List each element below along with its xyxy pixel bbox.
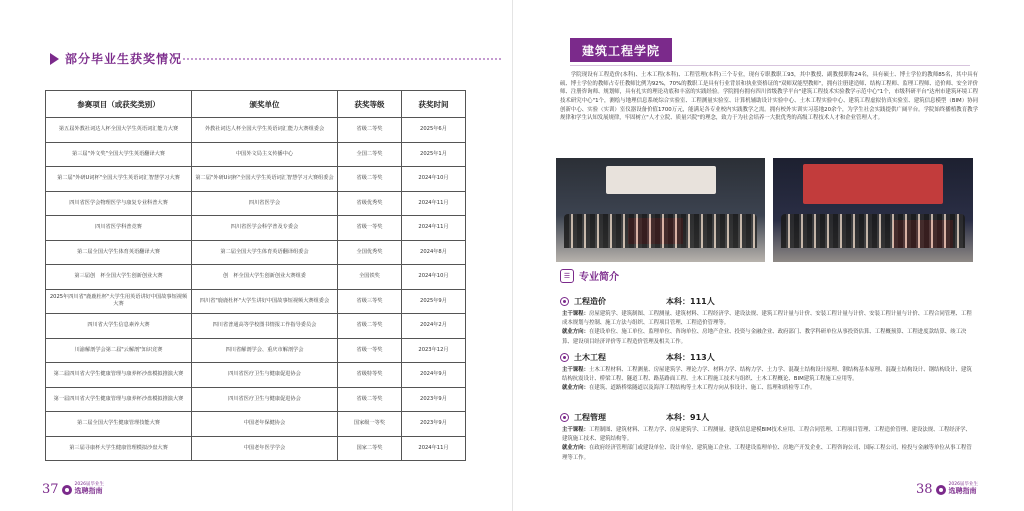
page-number: 37 xyxy=(42,482,59,497)
cell-level: 全国优秀奖 xyxy=(338,240,402,265)
bullet-icon xyxy=(560,297,569,306)
cell-level: 国家级一等奖 xyxy=(338,412,402,437)
jobs-text: 在建设单位、施工单位、监理单位、咨询单位、房地产企业、投资与金融企业、政府部门、教学科研单位从事投资估算、工程概预算、工程进度款结算、竣工决算、建设项目经济评价等工程造价管理及相关工作。 xyxy=(562,329,967,345)
cell-level: 省级二等奖 xyxy=(338,118,402,143)
cell-project: 四川省医学科普竞赛 xyxy=(46,216,192,241)
group-of-people xyxy=(781,214,965,248)
bullet-icon xyxy=(560,413,569,422)
cell-project: 第二届全国大学生健康管理技能大赛 xyxy=(46,412,192,437)
college-divider xyxy=(570,65,970,66)
group-of-people xyxy=(564,214,757,248)
cell-date: 2025年1月 xyxy=(402,142,466,167)
major-block xyxy=(560,295,975,347)
cell-level: 省级二等奖 xyxy=(338,387,402,412)
cell-issuer: 四川省医学会科学普及专委会 xyxy=(192,216,338,241)
cell-issuer: 中国老年医学学会 xyxy=(192,436,338,461)
table-row xyxy=(46,118,466,143)
left-footer xyxy=(42,482,104,497)
cell-date: 2024年11月 xyxy=(402,436,466,461)
table-row xyxy=(46,289,466,314)
cell-level: 省级一等奖 xyxy=(338,338,402,363)
table-row xyxy=(46,412,466,437)
cell-issuer: 四川省医疗卫生与健康促进协会 xyxy=(192,363,338,388)
team-photo-left xyxy=(556,158,765,262)
header-date: 获奖时间 xyxy=(402,91,466,118)
cell-date: 2024年10月 xyxy=(402,265,466,290)
cell-date: 2024年2月 xyxy=(402,314,466,339)
major-section-header xyxy=(560,268,619,283)
cell-project: 第二届全国大学生体育英语翻译大赛 xyxy=(46,240,192,265)
cell-project: 四川省大学生信息素养大赛 xyxy=(46,314,192,339)
bullet-icon xyxy=(560,353,569,362)
major-section-title: 专业简介 xyxy=(579,272,619,283)
cell-date: 2023年12月 xyxy=(402,338,466,363)
backdrop-banner xyxy=(606,166,716,194)
cell-issuer: 第二届"外研U词杯"全国大学生英语词汇智慧学习大赛组委会 xyxy=(192,167,338,192)
school-logo-icon xyxy=(936,485,946,495)
courses-text: 工程制图、建筑材料、工程力学、房屋建筑学、工程测量、建筑信息建模BIM技术应用、工程合同管理、工程项目管理、工程造价管理、建设法规、工程经济学、建筑施工技术、建筑结构等。 xyxy=(562,427,971,443)
cell-level: 省级二等奖 xyxy=(338,167,402,192)
cell-issuer: 四川省医学会 xyxy=(192,191,338,216)
header-level: 获奖等级 xyxy=(338,91,402,118)
cell-date: 2023年9月 xyxy=(402,412,466,437)
cell-issuer: 创 杯全国大学生创新创业大赛组委 xyxy=(192,265,338,290)
table-row xyxy=(46,363,466,388)
footer-subtitle: 2026届毕业生 xyxy=(74,482,104,488)
cell-level: 省级三等奖 xyxy=(338,289,402,314)
cell-level: 省级特等奖 xyxy=(338,363,402,388)
major-block xyxy=(560,411,975,463)
cell-date: 2025年9月 xyxy=(402,289,466,314)
stage-screen xyxy=(803,164,943,204)
footer-subtitle: 2026届毕业生 xyxy=(948,482,978,488)
triangle-icon xyxy=(50,53,59,65)
college-intro: 学院现设有工程造价(本科)、土木工程(本科)、工程管理(本科)三个专业，现有专职教职工93，其中教授、副教授职称24名，具有硕士、博士学位的教师85名，其中具有硕、博士学位的教师占专任教师比例为92%，70%的教职工是具有行业背景和执业资格证的"双师双能型教师"，拥有注册建造师、结构工程师、监理工程师、造价师、安全评价师、注册咨询师、规划师，具有扎实的理论功底和丰富的实践经验。学院拥有拥有四川省级教学平台"建筑工程技术实验教学示范中心"1个，市级科研平台"达州市建筑环境工程技术研究中心"1个，测绘与地理信息系统综合实验室、工程测量实验室、计算机辅助设计实验中心、土木工程实验中心、建筑工程虚拟仿真实验室、建筑信息模型（BIM）协同创新中心、实验（实训）室仪器设备价值1700万元，能满足各专业校内实践教学之需。拥有校外实训实习基地20余个，为学生社会实践提供广阔平台。学院始终播植教育教学规律和学生认知发展规律，牢固树立"人才立院、质量兴院"的理念，致力于为社会培养一大批优秀的高级工程技术人才和企业管理人才。 xyxy=(560,72,978,122)
major-name: 工程造价 xyxy=(574,296,606,306)
cell-date: 2024年11月 xyxy=(402,191,466,216)
cell-project: 四川省医学会物理医学与康复专业科普大赛 xyxy=(46,191,192,216)
courses-label: 主干课程： xyxy=(562,311,589,317)
table-row xyxy=(46,167,466,192)
cell-issuer: 中国老年保健协会 xyxy=(192,412,338,437)
right-footer xyxy=(916,482,978,497)
table-row xyxy=(46,338,466,363)
cell-date: 2024年8月 xyxy=(402,240,466,265)
major-block xyxy=(560,351,975,394)
cell-project: 川渝解剖学会第二届"云解剖"知识竞赛 xyxy=(46,338,192,363)
cell-level: 全国二等奖 xyxy=(338,142,402,167)
cell-date: 2024年11月 xyxy=(402,216,466,241)
table-row xyxy=(46,265,466,290)
major-name: 工程管理 xyxy=(574,412,606,422)
awards-table xyxy=(45,90,466,461)
cell-project: 第二届四川省大学生健康管理与康养杯沙盘模拟推演大赛 xyxy=(46,363,192,388)
footer-title: 选聘指南 xyxy=(74,487,103,496)
document-icon: ☰ xyxy=(560,269,574,283)
college-title: 建筑工程学院 xyxy=(570,38,672,62)
awards-section-header xyxy=(50,50,182,67)
table-row xyxy=(46,436,466,461)
cell-issuer: 中国外文局主义传播中心 xyxy=(192,142,338,167)
jobs-label: 就业方向： xyxy=(562,385,589,392)
cell-issuer: 四川省解剖学会、重庆市解剖学会 xyxy=(192,338,338,363)
cell-project: 第二届"外研U词杯"全国大学生英语词汇智慧学习大赛 xyxy=(46,167,192,192)
cell-level: 国家二等奖 xyxy=(338,436,402,461)
cell-project: 第三届创 杯全国大学生创新创业大赛 xyxy=(46,265,192,290)
cell-issuer: 四川省医疗卫生与健康促进协会 xyxy=(192,387,338,412)
dotted-divider xyxy=(182,58,502,60)
cell-project: 第一届四川省大学生健康管理与康养杯沙盘模拟推演大赛 xyxy=(46,387,192,412)
table-row xyxy=(46,314,466,339)
jobs-text: 在政府经济管理部门或建设单位、设计单位、建筑施工企业、工程建设监理单位、房地产开发企业、工程咨询公司、国际工程公司、检投与金融等单位从事工程管理等工作。 xyxy=(562,445,972,461)
courses-text: 房屋建筑学、建筑制图、工程测量、建筑材料、工程经济学、建设法规、建筑工程计量与计价、安装工程计量与计价、安装工程计量与计价、工程合同管理、工程成本规划与控制、施工方法与组织、工程项目管理、工程造价管理等。 xyxy=(562,311,972,327)
cell-date: 2024年9月 xyxy=(402,363,466,388)
major-count: 本科：111人 xyxy=(666,296,715,306)
awards-section-title: 部分毕业生获奖情况 xyxy=(65,52,183,66)
page-number: 38 xyxy=(916,482,933,497)
cell-project: 第五届外教社词达人杯全国大学生英语词汇能力大赛 xyxy=(46,118,192,143)
courses-text: 土木工程材料、工程测量、房屋建筑学、理论力学、材料力学、结构力学、土力学、混凝土结构设计原理、钢结构基本原理、混凝土结构设计、钢结构设计、建筑结构抗震设计、桥梁工程、隧道工程、路基路面工程、土木工程施工技术与组织、土木工程概论、BIM建筑工程施工应用等。 xyxy=(562,367,972,383)
cell-issuer: 四川省普通高等学校图书情报工作指导委员会 xyxy=(192,314,338,339)
cell-project: 第三届寻康杯大学生健康管理模拟沙盘大赛 xyxy=(46,436,192,461)
cell-date: 2024年10月 xyxy=(402,167,466,192)
footer-title: 选聘指南 xyxy=(948,487,977,496)
major-name: 土木工程 xyxy=(574,352,606,362)
table-row xyxy=(46,142,466,167)
cell-level: 省级优秀奖 xyxy=(338,191,402,216)
cell-project: 2025年四川省"鹿鹿杜杯"大学生用英语讲好中国故事短视频大赛 xyxy=(46,289,192,314)
courses-label: 主干课程： xyxy=(562,367,589,373)
header-issuer: 颁奖单位 xyxy=(192,91,338,118)
school-logo-icon xyxy=(62,485,72,495)
jobs-label: 就业方向： xyxy=(562,445,589,452)
cell-date: 2025年6月 xyxy=(402,118,466,143)
cell-level: 全国铁奖 xyxy=(338,265,402,290)
cell-issuer: 第二届全国大学生体育英语翻译组委会 xyxy=(192,240,338,265)
cell-level: 省级二等奖 xyxy=(338,314,402,339)
major-count: 本科：91人 xyxy=(666,412,710,422)
table-row xyxy=(46,216,466,241)
table-header-row xyxy=(46,91,466,118)
cell-project: 第三届"外文奖"全国大学生英语翻译大赛 xyxy=(46,142,192,167)
table-row xyxy=(46,240,466,265)
cell-date: 2023年9月 xyxy=(402,387,466,412)
major-count: 本科：113人 xyxy=(666,352,715,362)
cell-issuer: 四川省"鹿鹿杜杯"大学生讲好中国故事短视频大赛组委会 xyxy=(192,289,338,314)
cell-level: 省级一等奖 xyxy=(338,216,402,241)
header-project: 参赛项目（或获奖类别） xyxy=(46,91,192,118)
jobs-text: 在建筑、道路桥梁隧道以及海洋工程结构等土木工程方向从事设计、施工、监理和质检等工作。 xyxy=(588,385,816,392)
table-row xyxy=(46,387,466,412)
table-row xyxy=(46,191,466,216)
cell-issuer: 外教社词达人杯全国大学生英语词汇能力大赛组委会 xyxy=(192,118,338,143)
team-photo-right xyxy=(773,158,973,262)
jobs-label: 就业方向： xyxy=(562,329,589,336)
courses-label: 主干课程： xyxy=(562,427,589,433)
